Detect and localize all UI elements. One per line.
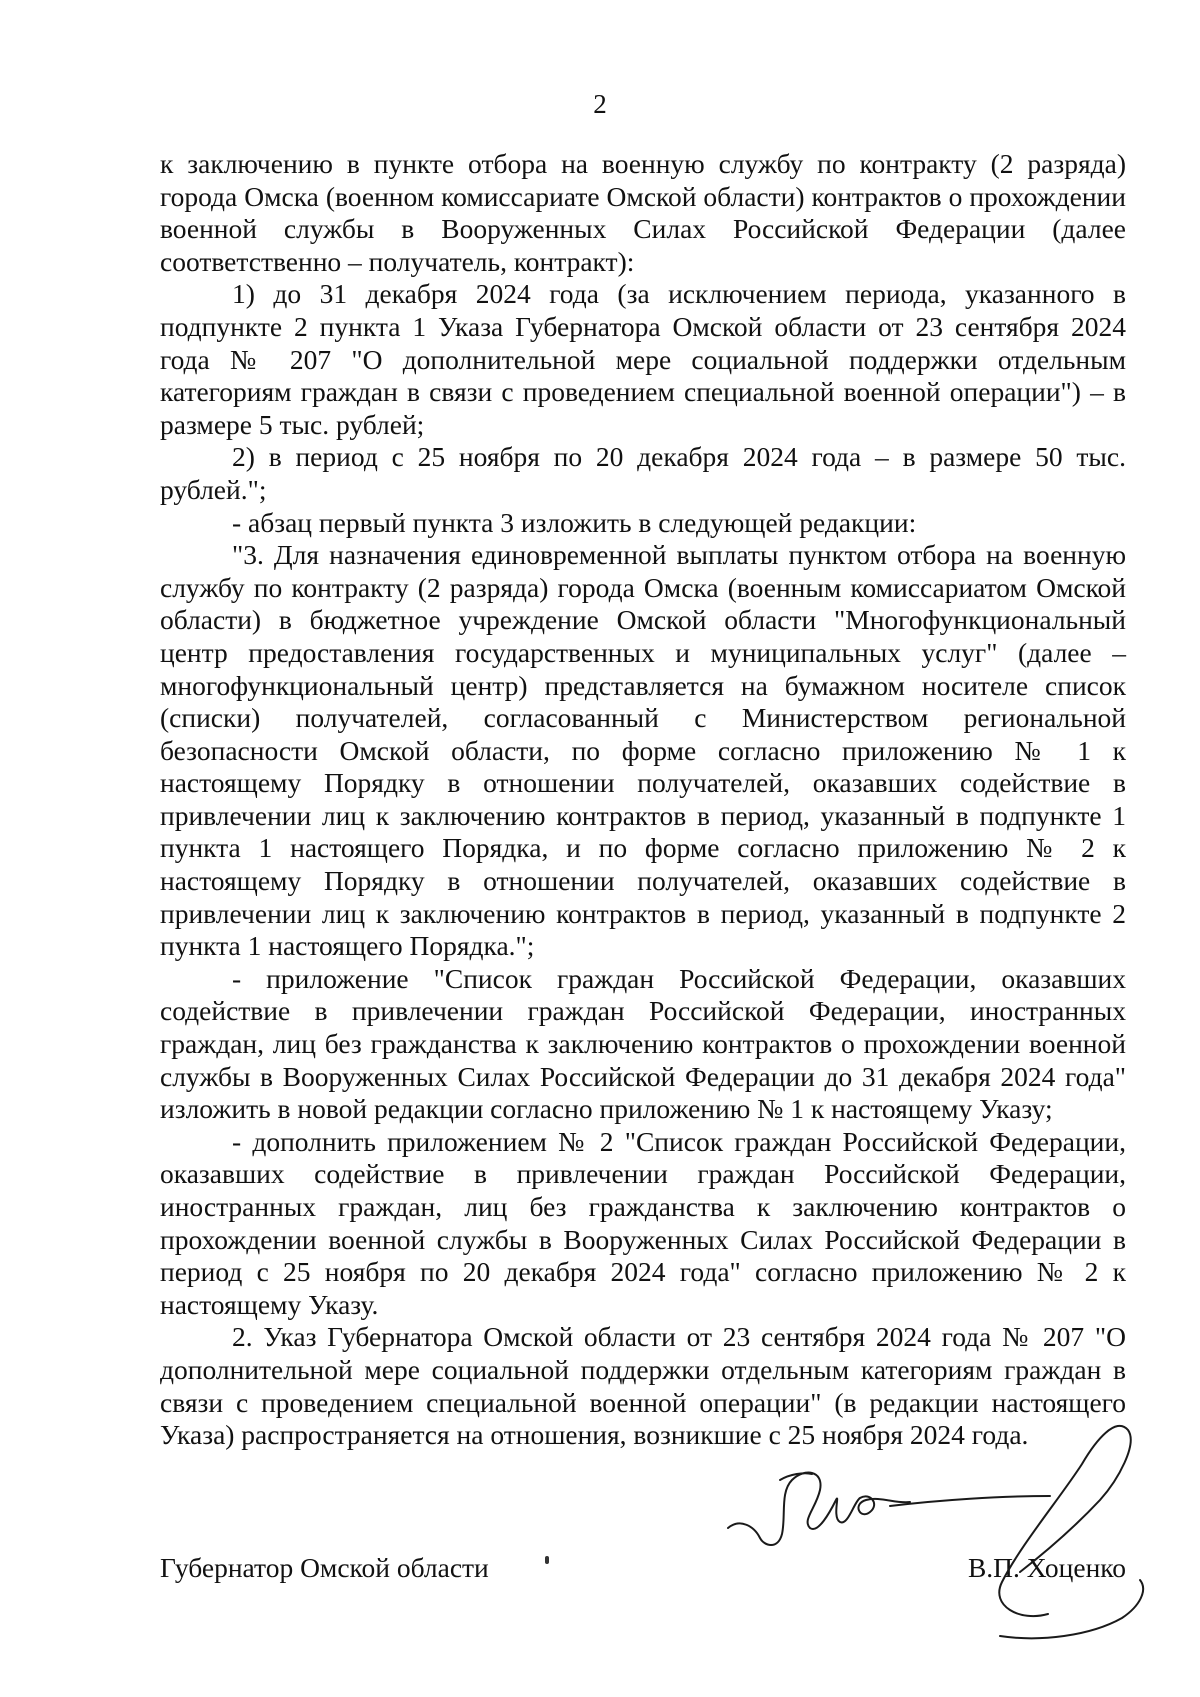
signer-title: Губернатор Омской области — [160, 1552, 489, 1583]
paragraph-section-2: 2. Указ Губернатора Омской области от 23 сентября 2024 года № 207 "О дополнительной мере социальной поддержки отдельным категориям граждан в связи с проведением специальной военной операции" (в редакции настоящего Указа) распространяется на отношения, возникшие с 25 ноября 2024 года. — [160, 1321, 1126, 1451]
paragraph-appendix-2: - дополнить приложением № 2 "Список граждан Российской Федерации, оказавших содействие в привлечении граждан Российской Федерации, иностранных граждан, лиц без гражданства к заключению контрактов о прохождении военной службы в Вооруженных Силах Российской Федерации в период с 25 ноября по 20 декабря 2024 года" согласно приложению № 2 к настоящему Указу. — [160, 1125, 1126, 1320]
page-number: 2 — [593, 89, 607, 119]
paragraph-intro: к заключению в пункте отбора на военную службу по контракту (2 разряда) города Омска (военном комиссариате Омской области) контрактов о прохождении военной службы в Вооруженных Силах Российской Федерации (далее соответственно – получатель, контракт): — [160, 148, 1126, 277]
scan-mark — [545, 1556, 549, 1564]
document-body — [160, 148, 1126, 1452]
paragraph-point-3-text: "3. Для назначения единовременной выплаты пунктом отбора на военную службу по контракту (2 разряда) города Омска (военным комиссариатом Омской области) в бюджетное учреждение Омской области "Многофункциональный центр предоставления государственных и муниципальных услуг" (далее – многофункциональный центр) представляется на бумажном носителе список (списки) получателей, согласованный с Министерством региональной безопасности Омской области, по форме согласно приложению № 1 к настоящему Порядку в отношении получателей, оказавших содействие в привлечении лиц к заключению контрактов в период, указанный в подпункте 1 пункта 1 настоящего Порядка, и по форме согласно приложению № 2 к настоящему Порядку в отношении получателей, оказавших содействие в привлечении лиц к заключению контрактов в период, указанный в подпункте 2 пункта 1 настоящего Порядка."; — [160, 539, 1126, 962]
paragraph-appendix-1: - приложение "Список граждан Российской Федерации, оказавших содействие в привлечении граждан Российской Федерации, иностранных граждан, лиц без гражданства к заключению контрактов о прохождении военной службы в Вооруженных Силах Российской Федерации до 31 декабря 2024 года" изложить в новой редакции согласно приложению № 1 к настоящему Указу; — [160, 962, 1126, 1125]
paragraph-amend-point-3: - абзац первый пункта 3 изложить в следующей редакции: — [232, 506, 917, 538]
paragraph-item-2: 2) в период с 25 ноября по 20 декабря 2024 года – в размере 50 тыс. рублей."; — [160, 441, 1126, 505]
handwritten-signature — [720, 1400, 1160, 1650]
paragraph-item-1: 1) до 31 декабря 2024 года (за исключением периода, указанного в подпункте 2 пункта 1 Указа Губернатора Омской области от 23 сентября 2024 года № 207 "О дополнительной мере социальной поддержки отдельным категориям граждан в связи с проведением специальной военной операции") – в размере 5 тыс. рублей; — [160, 278, 1126, 440]
signer-name: В.П. Хоценко — [967, 1552, 1126, 1583]
